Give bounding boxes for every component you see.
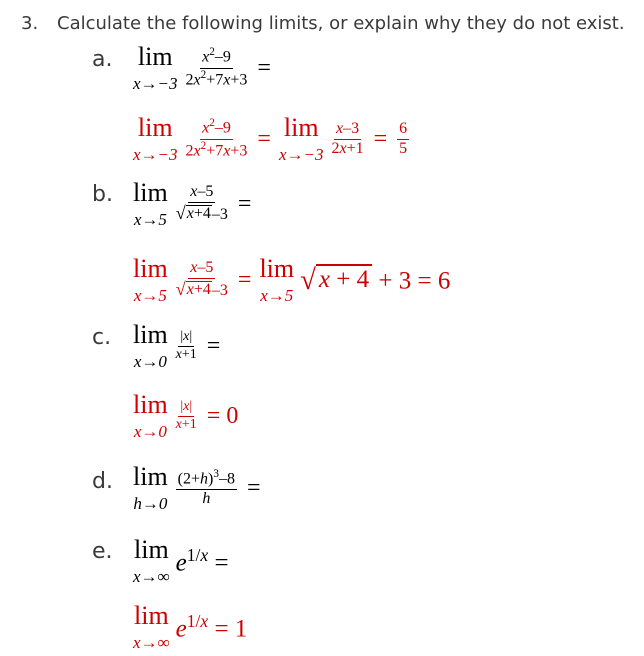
part-c-problem: lim x→0 $\frac{|x|}{x+1}$ = xyxy=(133,320,221,371)
question-text: Calculate the following limits, or explain why they do not exist. xyxy=(57,13,625,34)
part-c-answer: lim x→0 $\frac{|x|}{x+1}$ = 0 xyxy=(133,390,239,441)
limit-operator: lim x→−3 xyxy=(133,42,178,93)
part-b-problem: lim x→5 x–5 √ x+4 –3 = xyxy=(133,178,252,229)
part-a-problem: lim x→−3 $\frac{x^2-9}{2x^2+7x+3}$ = xyxy=(133,42,271,93)
part-b-label: b. xyxy=(92,182,113,207)
question-header xyxy=(21,13,625,34)
part-c-label: c. xyxy=(92,325,112,350)
part-b-answer: lim x→5 x–5 √ x+4 –3 = lim x→5 √ x + 4 + 3 = 6 xyxy=(133,254,451,305)
part-e-answer: lim x→∞ $e^{1/x} = 1$ xyxy=(133,601,248,652)
part-d-label: d. xyxy=(92,469,113,494)
part-d-problem: lim h→0 $\frac{(2+h)^3-8}{h}$ = xyxy=(133,462,261,513)
part-a-label: a. xyxy=(92,47,113,72)
part-e-problem: lim x→∞ $e^{1/x}$ = xyxy=(133,535,229,586)
part-e-label: e. xyxy=(92,539,113,564)
fraction: $\frac{x^2-9}{2x^2+7x+3}$ xyxy=(185,46,248,88)
part-a-answer: lim x→−3 $\frac{x^2-9}{2x^2+7x+3}$ = lim x→−3 $\frac{x-3}{2x+1}$ = $\frac{6}{5}$ xyxy=(133,113,408,164)
question-number: 3. xyxy=(21,13,39,34)
